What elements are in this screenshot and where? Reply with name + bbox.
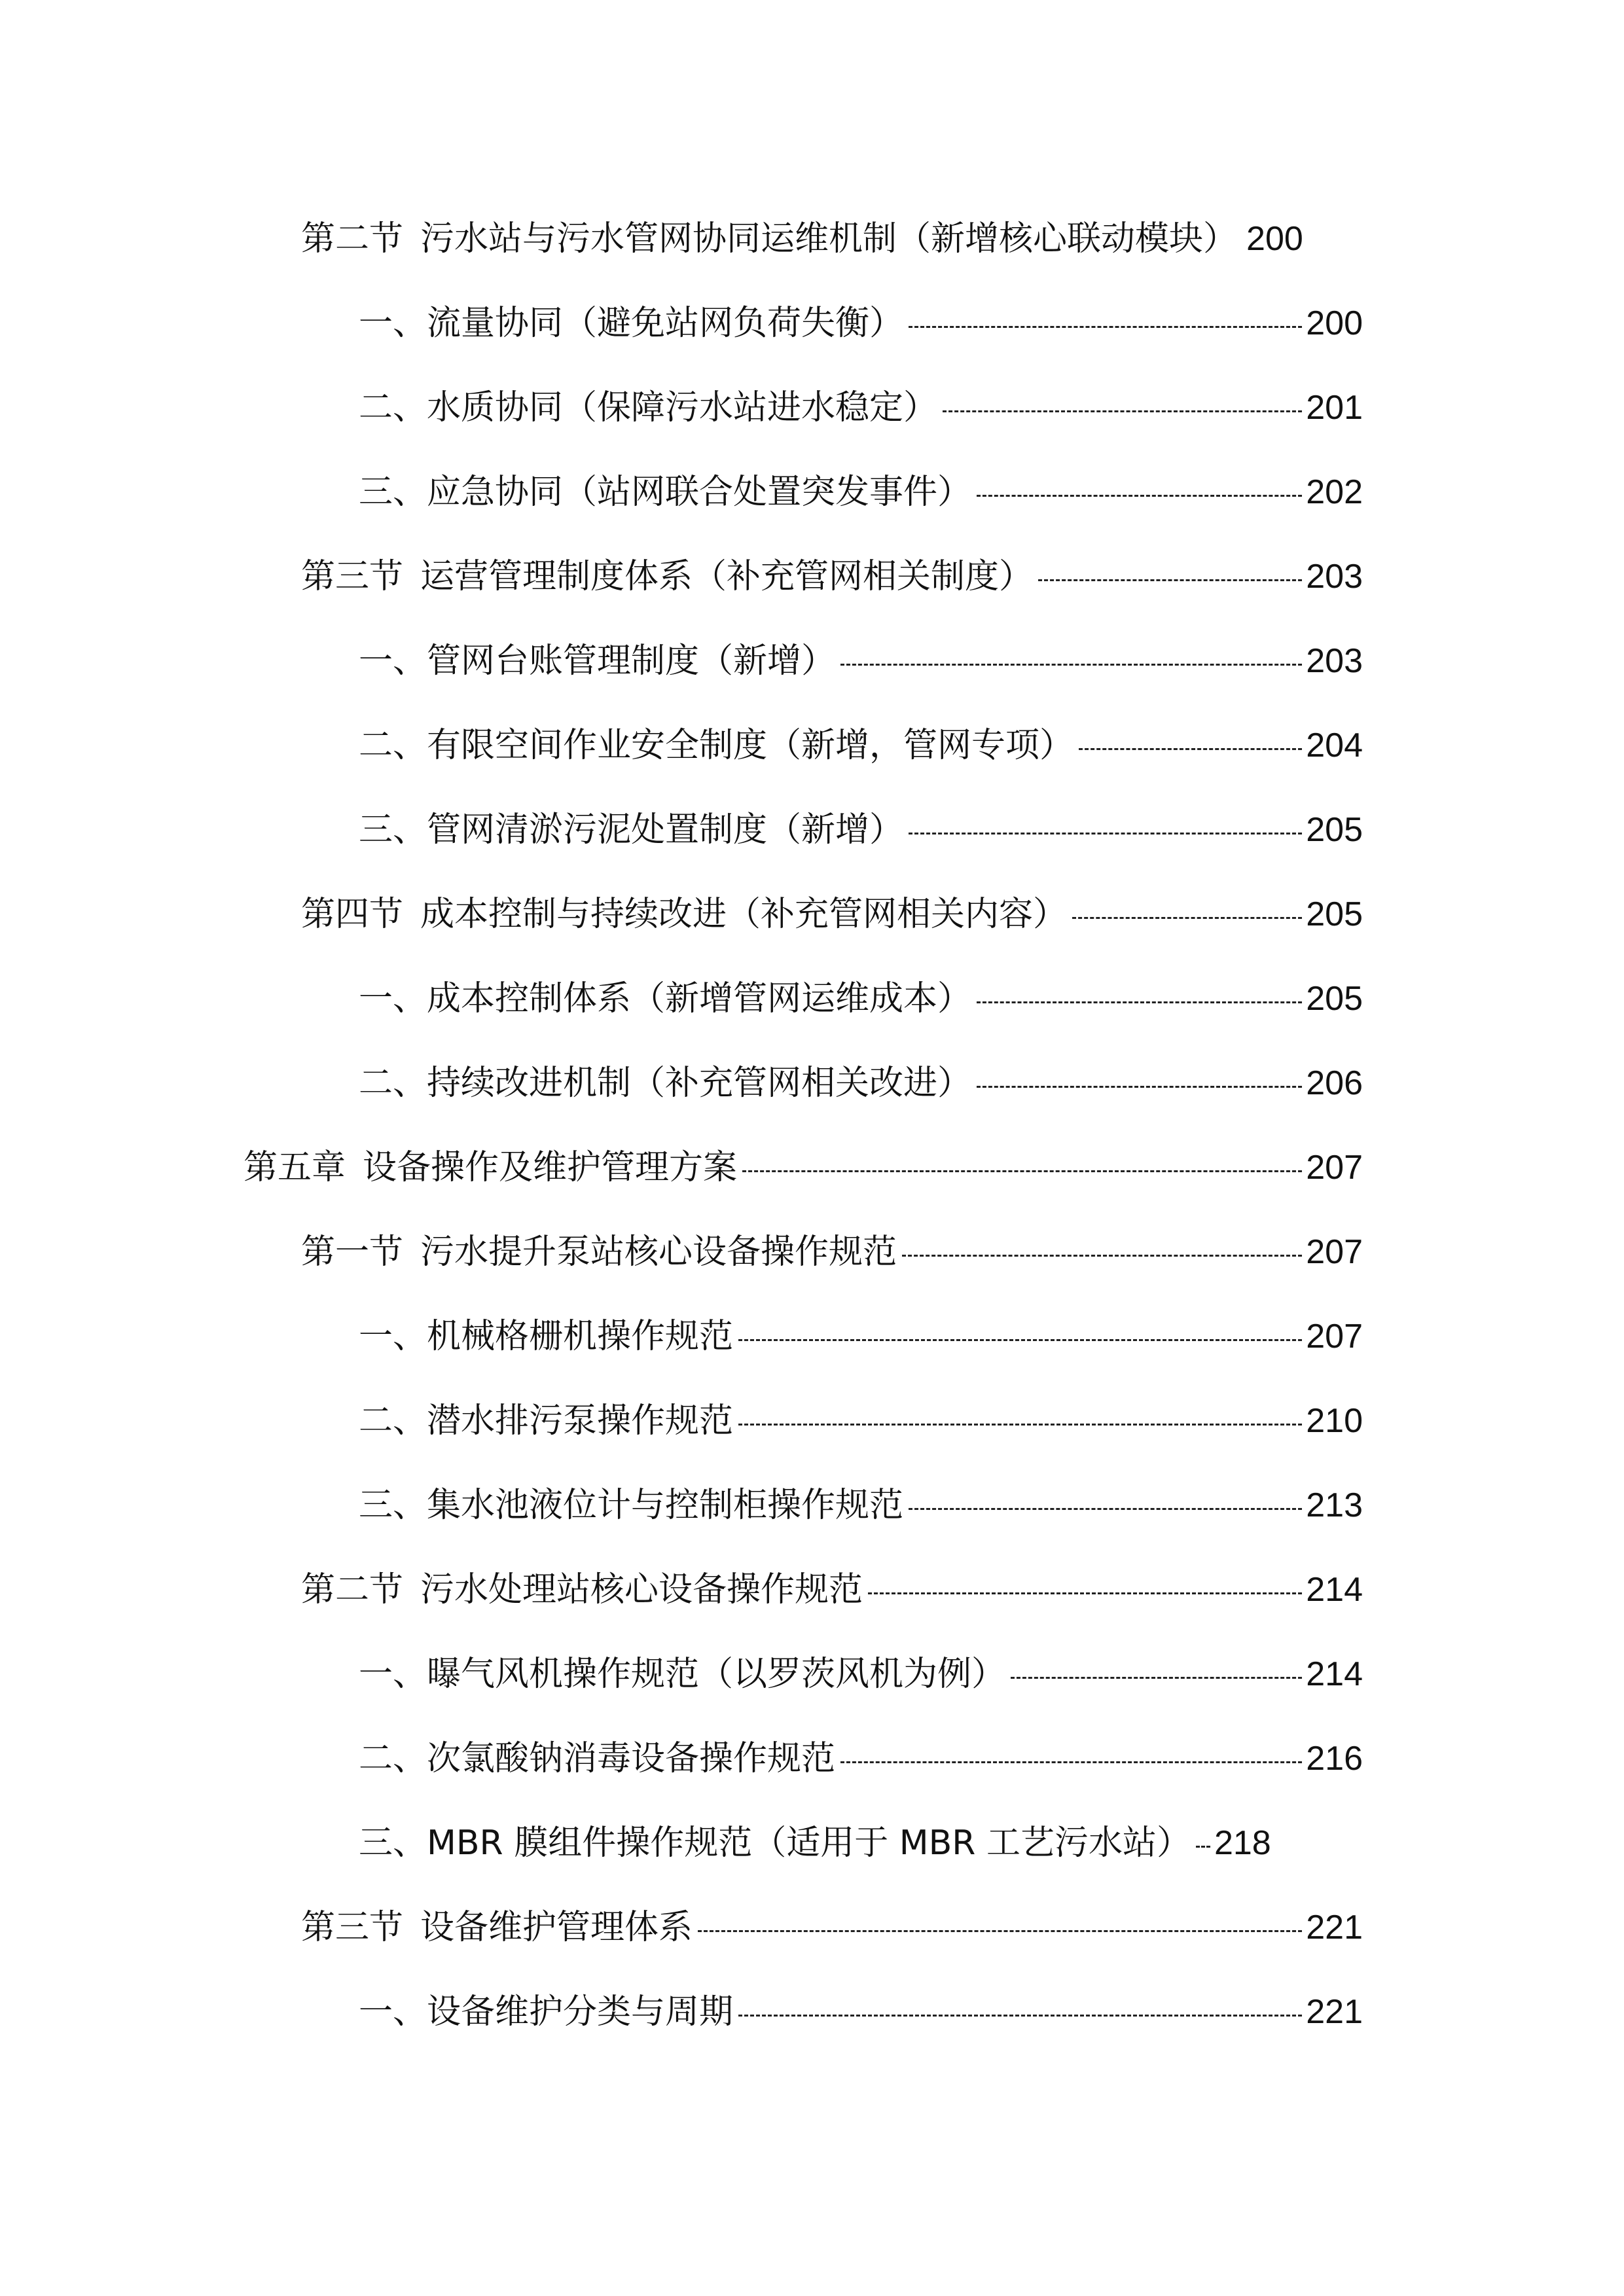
- toc-entry-title: 曝气风机操作规范（以罗茨风机为例）: [427, 1655, 1006, 1694]
- toc-entry: [359, 713, 1363, 778]
- toc-leader-dots: [698, 1895, 1302, 1960]
- toc-entry-page: 218: [1214, 1824, 1271, 1862]
- toc-entry-title: 设备维护分类与周期: [427, 1992, 734, 2032]
- toc-entry-number: 第三节: [301, 557, 404, 596]
- toc-entry: [359, 797, 1363, 863]
- toc-entry: [359, 1388, 1363, 1454]
- toc-leader-dots: [909, 291, 1302, 356]
- toc-leader-dots: [943, 375, 1302, 440]
- toc-leader-dots: [742, 1135, 1302, 1200]
- toc-entry-title: 水质协同（保障污水站进水稳定）: [427, 388, 938, 427]
- toc-entry-number: 第二节: [301, 219, 404, 259]
- toc-entry: [301, 1895, 1363, 1960]
- toc-entry-number: 二、: [359, 388, 427, 427]
- toc-entry: [359, 1726, 1363, 1791]
- toc-entry-title: 潜水排污泵操作规范: [427, 1401, 734, 1441]
- toc-entry: [359, 1810, 1363, 1876]
- toc-entry-number: 二、: [359, 1401, 427, 1441]
- toc-leader-dots: [1079, 713, 1302, 778]
- toc-entry-title: MBR 膜组件操作规范（适用于 MBR 工艺污水站）: [427, 1823, 1191, 1863]
- toc-entry: [301, 1219, 1363, 1285]
- toc-entry-page: 213: [1306, 1486, 1363, 1524]
- toc-entry-page: 207: [1306, 1233, 1363, 1271]
- toc-entry-title: 持续改进机制（补充管网相关改进）: [427, 1064, 972, 1103]
- toc-entry-number: 第三节: [301, 1908, 404, 1947]
- toc-entry-number: 一、: [359, 1992, 427, 2032]
- toc-leader-dots: [977, 459, 1302, 525]
- toc-leader-dots: [909, 797, 1302, 863]
- toc-entry-title: 集水池液位计与控制柜操作规范: [427, 1486, 904, 1525]
- toc-leader-dots: [840, 1726, 1302, 1791]
- toc-entry: [359, 1304, 1363, 1369]
- toc-entry-number: 第一节: [301, 1232, 404, 1272]
- toc-entry-number: 一、: [359, 1317, 427, 1356]
- toc-entry-page: 205: [1306, 811, 1363, 849]
- toc-entry-title: 设备维护管理体系: [420, 1908, 693, 1947]
- toc-entry-page: 214: [1306, 1655, 1363, 1693]
- toc-entry-number: 二、: [359, 726, 427, 765]
- toc-entry-number: 一、: [359, 641, 427, 681]
- toc-entry-title: 次氯酸钠消毒设备操作规范: [427, 1739, 836, 1778]
- toc-leader-dots: [840, 628, 1302, 694]
- toc-leader-dots: [977, 966, 1302, 1031]
- toc-entry-page: 206: [1306, 1064, 1363, 1102]
- toc-entry-title: 管网台账管理制度（新增）: [427, 641, 836, 681]
- toc-leader-dots: [977, 1050, 1302, 1116]
- toc-entry-page: 200: [1246, 220, 1303, 258]
- toc-entry-number: 三、: [359, 1486, 427, 1525]
- toc-entry-page: 205: [1306, 980, 1363, 1018]
- toc-entry-page: 203: [1306, 642, 1363, 680]
- toc-entry-number: 一、: [359, 979, 427, 1018]
- toc-entry: [359, 966, 1363, 1031]
- toc-leader-dots: [868, 1557, 1302, 1623]
- toc-entry-number: 第五章: [244, 1148, 346, 1187]
- toc-entry-number: 三、: [359, 810, 427, 850]
- toc-entry-page: 200: [1306, 304, 1363, 342]
- toc-entry-number: 一、: [359, 1655, 427, 1694]
- toc-leader-dots: [909, 1473, 1302, 1538]
- toc-entry-page: 207: [1306, 1318, 1363, 1355]
- toc-entry: [301, 882, 1363, 947]
- toc-entry-number: 三、: [359, 1823, 427, 1863]
- toc-entry-title: 运营管理制度体系（补充管网相关制度）: [420, 557, 1034, 596]
- toc-entry: [359, 375, 1363, 440]
- toc-entry-page: 210: [1306, 1402, 1363, 1440]
- toc-entry: [301, 544, 1363, 609]
- toc-entry-page: 205: [1306, 895, 1363, 933]
- toc-entry-title: 污水提升泵站核心设备操作规范: [420, 1232, 897, 1272]
- toc-entry-number: 第四节: [301, 895, 404, 934]
- toc-leader-dots: [738, 1979, 1302, 2045]
- toc-entry: [359, 1641, 1363, 1707]
- toc-entry: [359, 291, 1363, 356]
- toc-leader-dots: [1196, 1810, 1210, 1876]
- toc-entry: [359, 628, 1363, 694]
- toc-entry-page: 207: [1306, 1149, 1363, 1187]
- toc-entry-number: 二、: [359, 1064, 427, 1103]
- toc-entry-title: 污水站与污水管网协同运维机制（新增核心联动模块）: [420, 219, 1238, 259]
- toc-entry-title: 设备操作及维护管理方案: [363, 1148, 738, 1187]
- toc-entry: [359, 1979, 1363, 2045]
- toc-entry-page: 221: [1306, 1909, 1363, 1946]
- toc-entry-title: 流量协同（避免站网负荷失衡）: [427, 304, 904, 343]
- toc-entry: [301, 1557, 1363, 1623]
- toc-entry-title: 管网清淤污泥处置制度（新增）: [427, 810, 904, 850]
- toc-entry-title: 污水处理站核心设备操作规范: [420, 1570, 863, 1609]
- toc-entry-title: 成本控制与持续改进（补充管网相关内容）: [420, 895, 1068, 934]
- toc-entry-number: 第二节: [301, 1570, 404, 1609]
- toc-entry-title: 应急协同（站网联合处置突发事件）: [427, 473, 972, 512]
- toc-leader-dots: [902, 1219, 1302, 1285]
- toc-entry-number: 二、: [359, 1739, 427, 1778]
- toc-leader-dots: [1011, 1641, 1302, 1707]
- toc-entry-title: 成本控制体系（新增管网运维成本）: [427, 979, 972, 1018]
- toc-entry: [359, 459, 1363, 525]
- toc-entry-page: 214: [1306, 1571, 1363, 1609]
- toc-entry-page: 202: [1306, 473, 1363, 511]
- toc-entry-chapter: [244, 1135, 1363, 1200]
- toc-entry-number: 三、: [359, 473, 427, 512]
- toc-entry: [359, 1050, 1363, 1116]
- toc-entry-number: 一、: [359, 304, 427, 343]
- toc-entry: [359, 1473, 1363, 1538]
- toc-leader-dots: [738, 1304, 1302, 1369]
- toc-entry-page: 201: [1306, 389, 1363, 427]
- toc-entry-page: 221: [1306, 1993, 1363, 2031]
- toc-entry-page: 204: [1306, 726, 1363, 764]
- toc-entry-title: 有限空间作业安全制度（新增，管网专项）: [427, 726, 1074, 765]
- toc-entry-page: 216: [1306, 1740, 1363, 1778]
- toc-leader-dots: [1072, 882, 1302, 947]
- toc-leader-dots: [738, 1388, 1302, 1454]
- toc-entry-title: 机械格栅机操作规范: [427, 1317, 734, 1356]
- toc-entry: [301, 206, 1414, 272]
- toc-leader-dots: [1038, 544, 1302, 609]
- toc-entry-page: 203: [1306, 558, 1363, 596]
